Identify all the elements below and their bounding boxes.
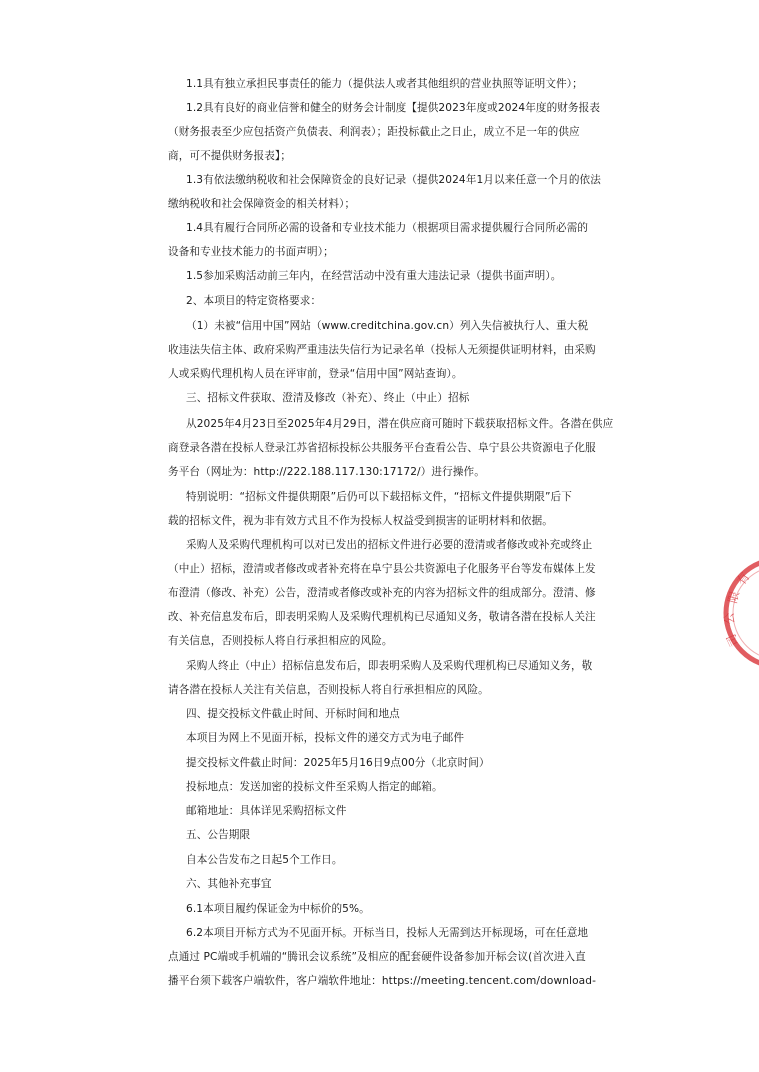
text-line: 人或采购代理机构人员在评审前，登录“信用中国”网站查询）。	[168, 368, 463, 380]
text-line: 缴纳税收和社会保障资金的相关材料）；	[168, 198, 356, 210]
text-line: 6.1本项目履约保证金为中标价的5%。	[186, 903, 370, 915]
text-line: 邮箱地址：具体详见采购招标文件	[186, 805, 347, 817]
text-line: 请各潜在投标人关注有关信息，否则投标人将自行承担相应的风险。	[168, 684, 489, 696]
svg-text:司: 司	[723, 631, 742, 649]
text-line: 载的招标文件，视为非有效方式且不作为投标人权益受到损害的证明材料和依据。	[168, 515, 553, 527]
text-line: 商，可不提供财务报表】；	[168, 150, 292, 162]
text-line: 采购人及采购代理机构可以对已发出的招标文件进行必要的澄清或者修改或补充或终止	[186, 539, 593, 551]
text-line: 6.2本项目开标方式为不见面开标。开标当日，投标人无需到达开标现场，可在任意地	[186, 927, 589, 939]
text-line: 从2025年4月23日至2025年4月29日，潜在供应商可随时下载获取招标文件。各潜在供应	[186, 418, 614, 430]
text-line: 自本公告发布之日起5个工作日。	[186, 854, 343, 866]
text-line: 1.1具有独立承担民事责任的能力（提供法人或者其他组织的营业执照等证明文件）；	[186, 78, 583, 90]
section-heading: 三、招标文件获取、澄清及修改（补充）、终止（中止）招标	[186, 392, 470, 404]
text-line: 特别说明：“招标文件提供期限”后仍可以下载招标文件，“招标文件提供期限”后下	[186, 491, 572, 503]
text-line: 1.3有依法缴纳税收和社会保障资金的良好记录（提供2024年1月以来任意一个月的依法	[186, 174, 601, 186]
text-line: 提交投标文件截止时间：2025年5月16日9点00分（北京时间）	[186, 757, 490, 769]
section-heading: 2、本项目的特定资格要求：	[186, 295, 322, 307]
text-line: 设备和专业技术能力的书面声明）；	[168, 246, 334, 258]
text-line: 布澄清（修改、补充）公告，澄清或者修改或补充的内容为招标文件的组成部分。澄清、修	[168, 587, 596, 599]
company-seal-stamp	[715, 548, 759, 678]
text-line: 播平台须下载客户端软件，客户端软件地址：https://meeting.tencent.com/download-	[168, 975, 597, 987]
text-line: 改、补充信息发布后，即表明采购人及采购代理机构已尽通知义务，敬请各潜在投标人关注	[168, 611, 596, 623]
text-line: 商登录各潜在投标人登录江苏省招标投标公共服务平台查看公告、阜宁县公共资源电子化服	[168, 442, 596, 454]
text-line: 1.2具有良好的商业信誉和健全的财务会计制度【提供2023年度或2024年度的财务报表	[186, 102, 601, 114]
svg-text:有: 有	[733, 569, 753, 588]
text-line: （1）未被“信用中国”网站（www.creditchina.gov.cn）列入失信被执行人、重大税	[186, 320, 589, 332]
text-line: 1.5参加采购活动前三年内，在经营活动中没有重大违法记录（提供书面声明）。	[186, 270, 562, 282]
section-heading: 五、公告期限	[186, 829, 251, 841]
text-line: 务平台（网址为：http://222.188.117.130:17172/）进行操作。	[168, 466, 485, 478]
text-line: 有关信息，否则投标人将自行承担相应的风险。	[168, 635, 393, 647]
svg-text:限: 限	[725, 589, 743, 605]
text-line: 投标地点：发送加密的投标文件至采购人指定的邮箱。	[186, 781, 443, 793]
text-line: 采购人终止（中止）招标信息发布后，即表明采购人及采购代理机构已尽通知义务，敬	[186, 660, 593, 672]
svg-text:公: 公	[721, 611, 737, 625]
text-line: 1.4具有履行合同所必需的设备和专业技术能力（根据项目需求提供履行合同所必需的	[186, 222, 589, 234]
section-heading: 六、其他补充事宜	[186, 878, 272, 890]
text-line: （中止）招标，澄清或者修改或者补充将在阜宁县公共资源电子化服务平台等发布媒体上发	[168, 563, 596, 575]
section-heading: 四、提交投标文件截止时间、开标时间和地点	[186, 708, 400, 720]
text-line: 本项目为网上不见面开标，投标文件的递交方式为电子邮件	[186, 732, 465, 744]
text-line: 收违法失信主体、政府采购严重违法失信行为记录名单（投标人无须提供证明材料，由采购	[168, 344, 596, 356]
text-line: 点通过 PC端或手机端的“腾讯会议系统”及相应的配套硬件设备参加开标会议(首次进入直	[168, 951, 586, 963]
text-line: （财务报表至少应包括资产负债表、利润表）；距投标截止之日止，成立不足一年的供应	[168, 126, 580, 138]
